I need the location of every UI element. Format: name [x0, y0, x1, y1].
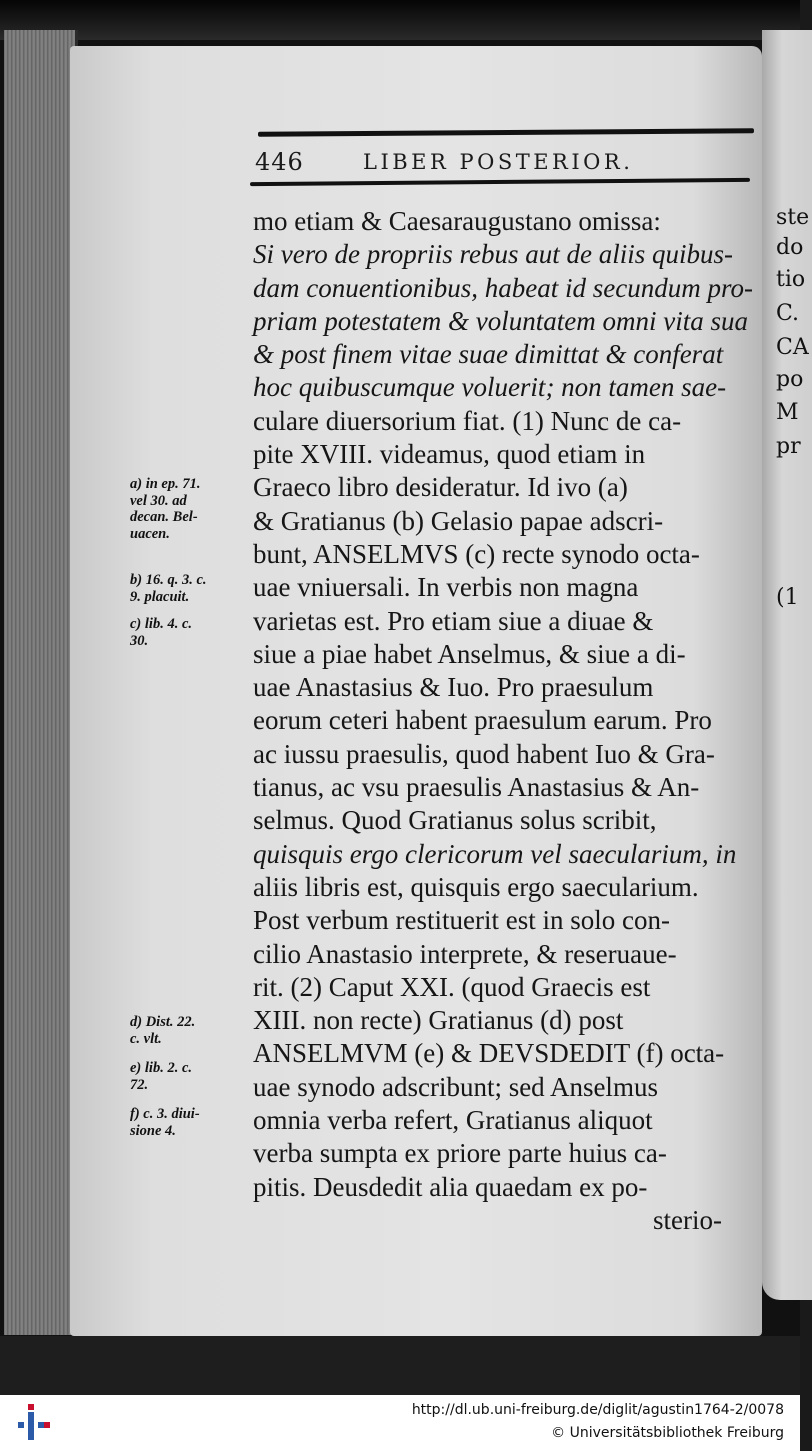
text-line: & post finem vitae suae dimittat & conferat	[253, 339, 724, 370]
text-line: priam potestatem & voluntatem omni vita sua	[253, 305, 748, 336]
page-number: 446	[255, 148, 304, 176]
book-cover-edge	[0, 0, 800, 40]
facing-fragment: do	[776, 235, 804, 260]
text-line: & Gratianus (b) Gelasio papae adscri-	[253, 505, 664, 536]
facing-fragment: ste	[776, 205, 810, 230]
note-line: a) in ep. 71.	[130, 476, 201, 492]
text-line: omnia verba refert, Gratianus aliquot	[253, 1105, 653, 1136]
note-line: e) lib. 2. c.	[130, 1060, 193, 1076]
library-logo-icon	[14, 1402, 52, 1444]
margin-note-d	[130, 1014, 250, 1047]
text-line: tianus, ac vsu praesulis Anastasius & An-	[253, 772, 700, 803]
margin-note-b	[130, 572, 250, 605]
note-line: c) lib. 4. c.	[130, 616, 193, 632]
text-line: uae Anastasius & Iuo. Pro praesulum	[253, 672, 654, 703]
note-line: d) Dist. 22.	[130, 1014, 196, 1030]
text-line: Post verbum restituerit est in solo con-	[253, 905, 670, 936]
text-line: culare diuersorium fiat. (1) Nunc de ca-	[253, 405, 682, 436]
text-line: mo etiam & Caesaraugustano omissa:	[253, 206, 661, 236]
text-line: quisquis ergo clericorum vel saecularium, in	[253, 838, 737, 869]
body-text	[253, 205, 763, 1237]
book-fore-edge	[4, 30, 78, 1335]
text-line: selmus. Quod Gratianus solus scribit,	[253, 805, 657, 836]
text-line: ANSELMVM (e) & DEVSDEDIT (f) octa-	[253, 1038, 725, 1069]
facing-fragment: C.	[776, 301, 800, 326]
catchword: sterio-	[653, 1204, 722, 1235]
text-line: Graeco libro desideratur. Id ivo (a)	[253, 472, 628, 503]
note-line: 72.	[130, 1076, 149, 1093]
note-line: 30.	[130, 632, 149, 649]
facing-fragment: tio	[776, 267, 806, 292]
text-line: varietas est. Pro etiam siue a diuae &	[253, 605, 654, 636]
copyright-notice: © Universitätsbibliothek Freiburg	[551, 1425, 784, 1441]
margin-note-c	[130, 616, 250, 649]
facing-fragment: CA	[776, 335, 809, 360]
text-line: siue a piae habet Anselmus, & siue a di-	[253, 638, 686, 669]
facing-fragment: po	[776, 367, 804, 392]
text-line: pite XVIII. videamus, quod etiam in	[253, 439, 646, 470]
text-line: bunt, ANSELMVS (c) recte synodo octa-	[253, 538, 700, 569]
running-head	[255, 146, 675, 178]
margin-note-a	[130, 476, 250, 542]
running-title: LIBER POSTERIOR.	[363, 150, 634, 174]
text-line: uae vniuersali. In verbis non magna	[253, 572, 639, 603]
text-line: uae synodo adscribunt; sed Anselmus	[253, 1071, 658, 1102]
note-line: decan. Bel-	[130, 509, 198, 525]
note-line: vel 30. ad	[130, 492, 187, 509]
note-line: f) c. 3. diui-	[130, 1106, 200, 1122]
text-line: ac iussu praesulis, quod habent Iuo & Gra-	[253, 738, 715, 769]
facing-fragment: M	[776, 400, 799, 425]
facing-fragment: (1	[776, 585, 799, 610]
note-line: c. vlt.	[130, 1030, 162, 1047]
note-line: uacen.	[130, 525, 170, 542]
text-line: pitis. Deusdedit alia quaedam ex po-	[253, 1171, 648, 1202]
scan-background	[0, 1336, 800, 1395]
text-line: hoc quibuscumque voluerit; non tamen sae-	[253, 372, 727, 403]
text-line: cilio Anastasio interprete, & reseruaue-	[253, 938, 677, 969]
text-line: eorum ceteri habent praesulum earum. Pro	[253, 705, 712, 736]
text-line: rit. (2) Caput XXI. (quod Graecis est	[253, 971, 651, 1002]
text-line: aliis libris est, quisquis ergo saecularium.	[253, 871, 699, 902]
facing-page	[762, 30, 812, 1300]
note-line: b) 16. q. 3. c.	[130, 572, 207, 588]
text-line: dam conuentionibus, habeat id secundum pro-	[253, 272, 753, 303]
note-line: sione 4.	[130, 1122, 176, 1139]
viewer-footer	[0, 1395, 800, 1451]
text-line: verba sumpta ex priore parte huius ca-	[253, 1138, 667, 1169]
note-line: 9. placuit.	[130, 588, 190, 605]
permalink-link[interactable]: http://dl.ub.uni-freiburg.de/diglit/agustin1764-2/0078	[411, 1402, 784, 1418]
text-line: Si vero de propriis rebus aut de aliis quibus-	[253, 239, 733, 270]
margin-note-e	[130, 1060, 250, 1093]
margin-note-f	[130, 1106, 250, 1139]
facing-fragment: pr	[776, 434, 801, 459]
text-line: XIII. non recte) Gratianus (d) post	[253, 1005, 624, 1036]
